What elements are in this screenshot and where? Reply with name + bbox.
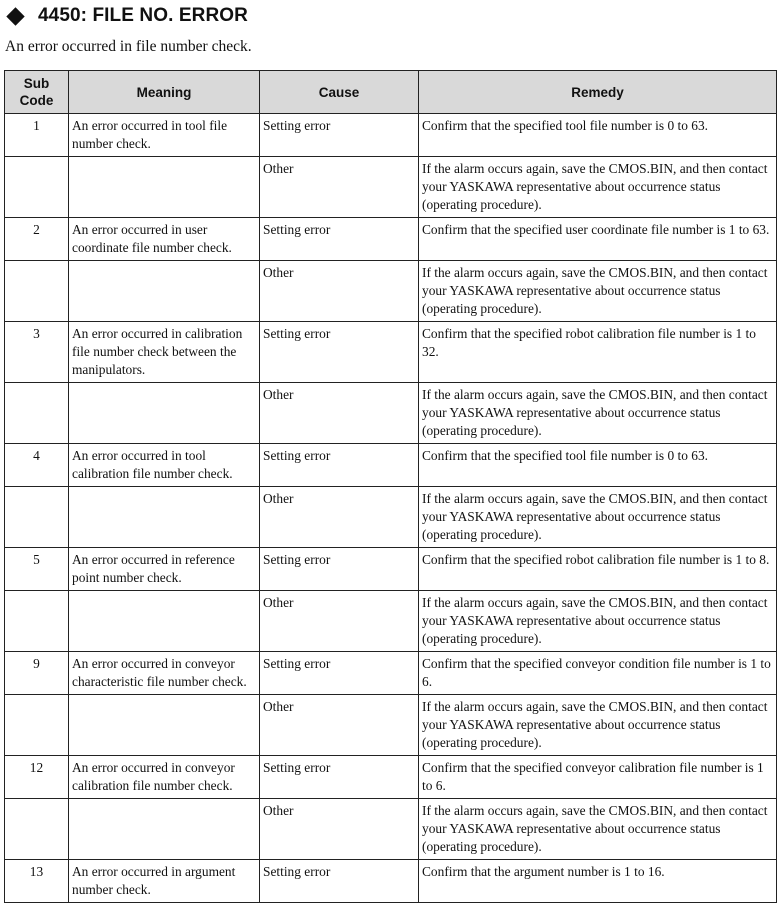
table-row	[5, 383, 777, 444]
sub-code-cell	[5, 487, 69, 548]
cause-cell: Other	[260, 157, 419, 218]
sub-code-cell: 3	[5, 322, 69, 383]
header-cause: Cause	[260, 71, 419, 114]
remedy-cell: Confirm that the argument number is 1 to 16.	[419, 860, 777, 903]
meaning-cell: An error occurred in tool file number check.	[69, 114, 260, 157]
meaning-cell: An error occurred in tool calibration file number check.	[69, 444, 260, 487]
table-row	[5, 695, 777, 756]
sub-code-cell: 1	[5, 114, 69, 157]
cause-cell: Setting error	[260, 322, 419, 383]
sub-code-cell: 9	[5, 652, 69, 695]
remedy-cell: Confirm that the specified tool file number is 0 to 63.	[419, 444, 777, 487]
table-row	[5, 322, 777, 383]
cause-cell: Setting error	[260, 860, 419, 903]
meaning-cell	[69, 487, 260, 548]
remedy-cell: If the alarm occurs again, save the CMOS.BIN, and then contact your YASKAWA representative about occurrence status (operating procedure).	[419, 383, 777, 444]
remedy-cell: Confirm that the specified robot calibration file number is 1 to 32.	[419, 322, 777, 383]
table-row	[5, 799, 777, 860]
meaning-cell	[69, 383, 260, 444]
sub-code-cell	[5, 591, 69, 652]
page-title: 4450: FILE NO. ERROR	[38, 5, 248, 26]
table-row	[5, 157, 777, 218]
section-title	[6, 4, 248, 28]
table-row	[5, 444, 777, 487]
sub-code-cell: 5	[5, 548, 69, 591]
table-row	[5, 114, 777, 157]
sub-code-cell	[5, 799, 69, 860]
header-remedy: Remedy	[419, 71, 777, 114]
cause-cell: Setting error	[260, 114, 419, 157]
sub-code-cell: 2	[5, 218, 69, 261]
table-row	[5, 548, 777, 591]
table-header-row	[5, 71, 777, 114]
sub-code-cell	[5, 383, 69, 444]
header-meaning: Meaning	[69, 71, 260, 114]
meaning-cell: An error occurred in conveyor calibration file number check.	[69, 756, 260, 799]
meaning-cell: An error occurred in conveyor characteristic file number check.	[69, 652, 260, 695]
diamond-bullet-icon	[6, 7, 24, 25]
cause-cell: Setting error	[260, 218, 419, 261]
table-row	[5, 591, 777, 652]
meaning-cell	[69, 695, 260, 756]
remedy-cell: If the alarm occurs again, save the CMOS.BIN, and then contact your YASKAWA representative about occurrence status (operating procedure).	[419, 591, 777, 652]
table-row	[5, 756, 777, 799]
table-row	[5, 860, 777, 903]
meaning-cell	[69, 157, 260, 218]
sub-code-cell	[5, 157, 69, 218]
remedy-cell: Confirm that the specified tool file number is 0 to 63.	[419, 114, 777, 157]
cause-cell: Setting error	[260, 652, 419, 695]
cause-cell: Setting error	[260, 548, 419, 591]
meaning-cell	[69, 799, 260, 860]
sub-code-cell: 4	[5, 444, 69, 487]
meaning-cell: An error occurred in user coordinate file number check.	[69, 218, 260, 261]
remedy-cell: If the alarm occurs again, save the CMOS.BIN, and then contact your YASKAWA representative about occurrence status (operating procedure).	[419, 487, 777, 548]
sub-code-cell: 13	[5, 860, 69, 903]
cause-cell: Other	[260, 799, 419, 860]
cause-cell: Other	[260, 487, 419, 548]
sub-code-cell: 12	[5, 756, 69, 799]
table-row	[5, 487, 777, 548]
intro-text: An error occurred in file number check.	[5, 38, 252, 55]
cause-cell: Other	[260, 695, 419, 756]
table-row	[5, 261, 777, 322]
meaning-cell: An error occurred in reference point number check.	[69, 548, 260, 591]
remedy-cell: If the alarm occurs again, save the CMOS.BIN, and then contact your YASKAWA representative about occurrence status (operating procedure).	[419, 157, 777, 218]
meaning-cell	[69, 261, 260, 322]
table-row	[5, 218, 777, 261]
cause-cell: Other	[260, 261, 419, 322]
remedy-cell: If the alarm occurs again, save the CMOS.BIN, and then contact your YASKAWA representative about occurrence status (operating procedure).	[419, 261, 777, 322]
cause-cell: Other	[260, 383, 419, 444]
cause-cell: Other	[260, 591, 419, 652]
remedy-cell: Confirm that the specified robot calibration file number is 1 to 8.	[419, 548, 777, 591]
remedy-cell: Confirm that the specified user coordinate file number is 1 to 63.	[419, 218, 777, 261]
meaning-cell: An error occurred in argument number check.	[69, 860, 260, 903]
sub-code-cell	[5, 261, 69, 322]
remedy-cell: If the alarm occurs again, save the CMOS.BIN, and then contact your YASKAWA representative about occurrence status (operating procedure).	[419, 695, 777, 756]
header-sub-code: Sub Code	[5, 71, 69, 114]
meaning-cell: An error occurred in calibration file number check between the manipulators.	[69, 322, 260, 383]
meaning-cell	[69, 591, 260, 652]
table-row	[5, 652, 777, 695]
remedy-cell: Confirm that the specified conveyor condition file number is 1 to 6.	[419, 652, 777, 695]
remedy-cell: Confirm that the specified conveyor calibration file number is 1 to 6.	[419, 756, 777, 799]
cause-cell: Setting error	[260, 444, 419, 487]
error-table	[4, 70, 777, 903]
sub-code-cell	[5, 695, 69, 756]
cause-cell: Setting error	[260, 756, 419, 799]
remedy-cell: If the alarm occurs again, save the CMOS.BIN, and then contact your YASKAWA representative about occurrence status (operating procedure).	[419, 799, 777, 860]
